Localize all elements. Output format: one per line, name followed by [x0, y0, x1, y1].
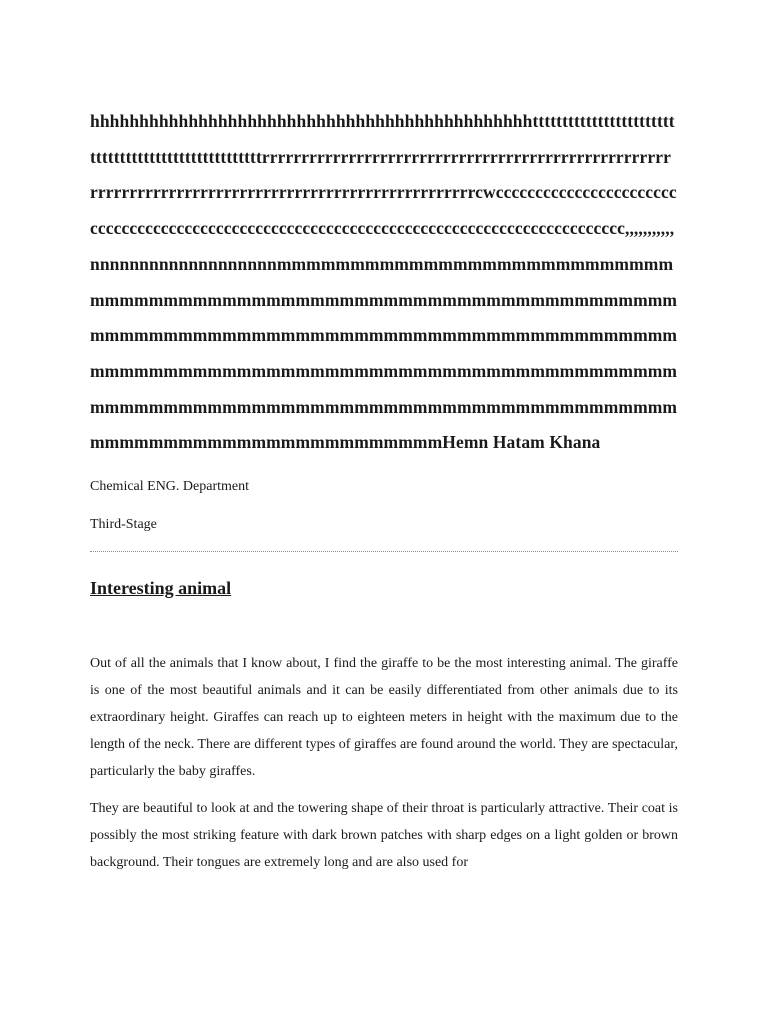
section-title: Interesting animal	[90, 578, 232, 599]
department-label: Chemical ENG. Department	[90, 479, 250, 495]
paragraph-2: They are beautiful to look at and the towering shape of their throat is particularly attractive. Their coat is possibly the most striking feature with dark brown patches with sharp edges on a light golden or brown background. Their tongues are extremely long and are also used for	[90, 801, 678, 871]
paragraph-1: Out of all the animals that I know about, I find the giraffe to be the most interesting animal. The giraffe is one of the most beautiful animals and it can be easily differentiated from other animals due to its extraordinary height. Giraffes can reach up to eighteen meters in height with the maximum due to the length of the neck. There are different types of giraffes are found around the world. They are spectacular, particularly the baby giraffes.	[90, 656, 678, 780]
stage-label: Third-Stage	[90, 517, 157, 533]
document-page	[90, 104, 678, 876]
dotted-separator	[90, 551, 678, 552]
author-heading: hhhhhhhhhhhhhhhhhhhhhhhhhhhhhhhhhhhhhhhhhhhhhtttttttttttttttttttttttttttttttttttttttttttttttttttttrrrrrrrrrrrrrrrrrrrrrrrrrrrrrrrrrrrrrrrrrrrrrrrrrrrrrrrrrrrrrrrrrrrrrrrrrrrrrrrrrrrrrrrrrrrrrrrrrrrrrcwccccccccccccccccccccccccccccccccccccccccccccccccccccccccccccccccccccccccccccccccccccccccccc,,,,,,,,,,,nnnnnnnnnnnnnnnnnnnmmmmmmmmmmmmmmmmmmmmmmmmmmmmmmmmmmmmmmmmmmmmmmmmmmmmmmmmmmmmmmmmmmmmmmmmmmmmmmmmmmmmmmmmmmmmmmmmmmmmmmmmmmmmmmmmmmmmmmmmmmmmmmmmmmmmmmmmmmmmmmmmmmmmmmmmmmmmmmmmmmmmmmmmmmmmmmmmmmmmmmmmmmmmmmmmmmmmmmmmmmmmmmmmmmmHemn Hatam Khana	[90, 111, 678, 453]
